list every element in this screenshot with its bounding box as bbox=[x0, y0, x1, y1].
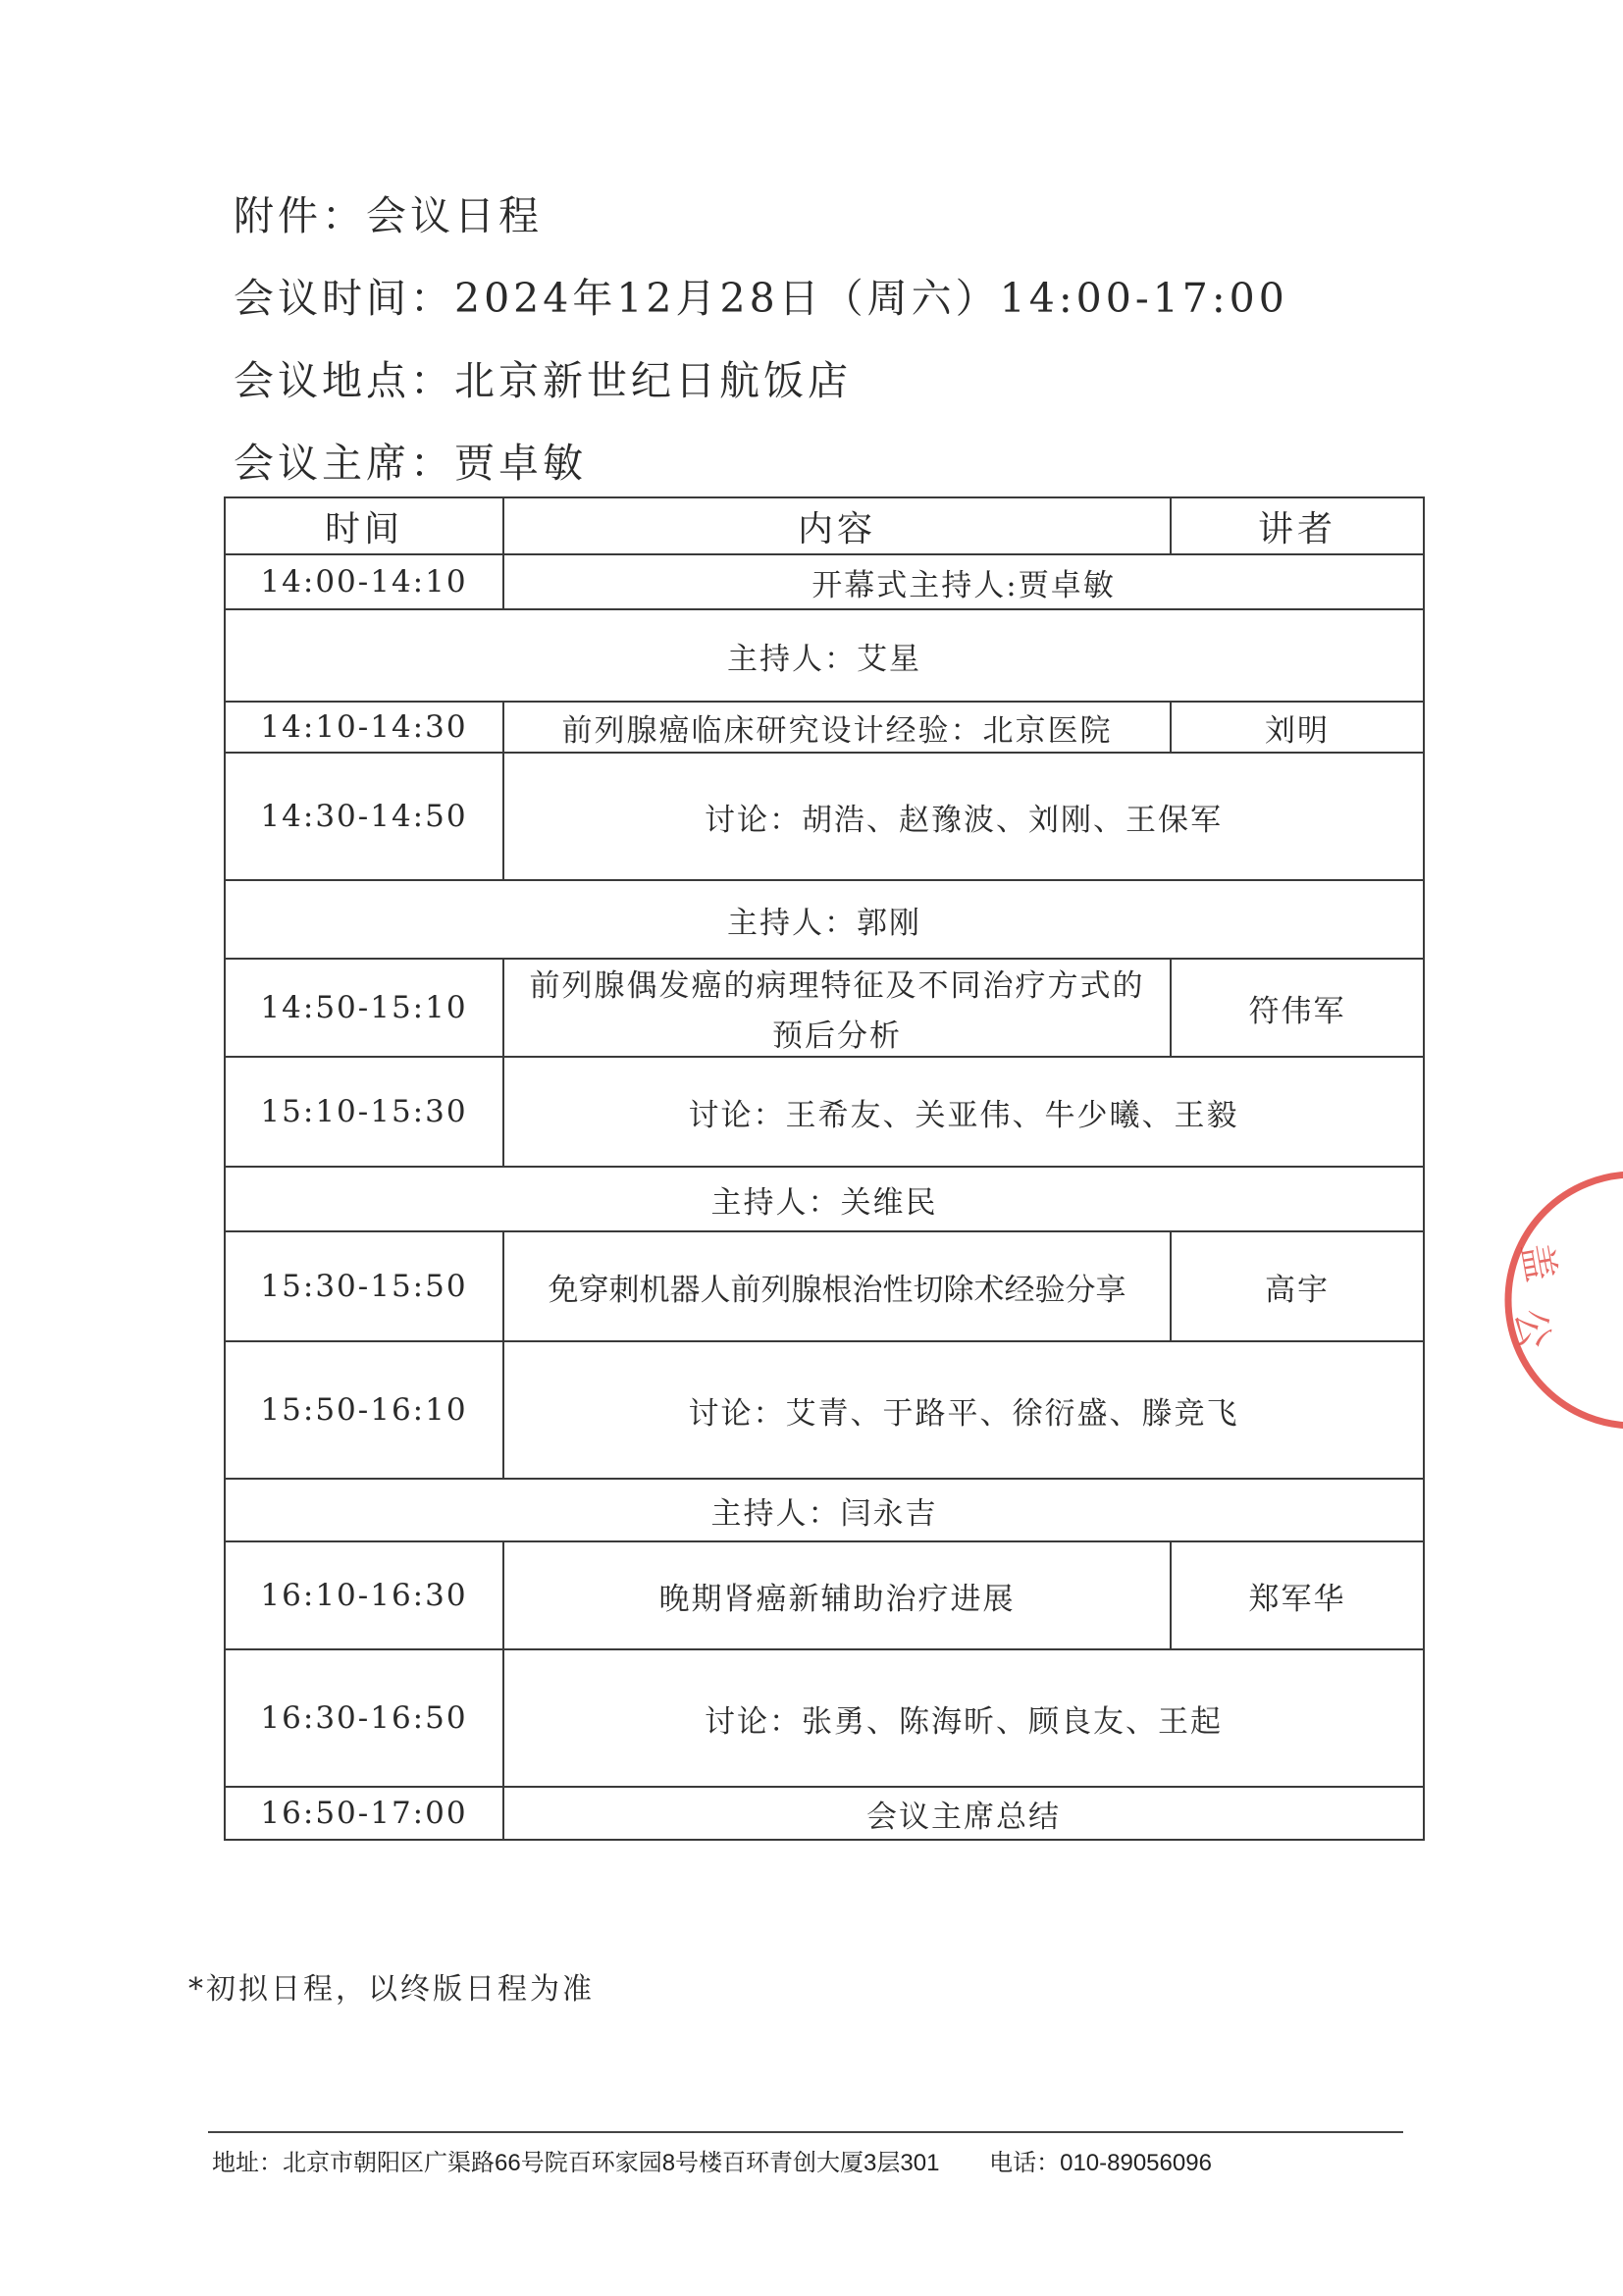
time-cell: 14:50-15:10 bbox=[225, 959, 503, 1057]
company-seal-stamp bbox=[1472, 1158, 1623, 1442]
table-row bbox=[225, 1231, 1424, 1341]
content-cell bbox=[503, 959, 1171, 1057]
discussion-row bbox=[225, 1057, 1424, 1167]
host-row bbox=[225, 880, 1424, 959]
footer bbox=[212, 2143, 1212, 2177]
table-row bbox=[225, 702, 1424, 753]
discussion-cell: 讨论：王希友、关亚伟、牛少曦、王毅 bbox=[503, 1057, 1424, 1167]
svg-text:公: 公 bbox=[1505, 1305, 1558, 1352]
table-row bbox=[225, 1787, 1424, 1840]
column-header-time: 时间 bbox=[225, 497, 503, 554]
content-cell: 免穿刺机器人前列腺根治性切除术经验分享 bbox=[503, 1231, 1171, 1341]
host-cell: 主持人：关维民 bbox=[225, 1167, 1424, 1231]
footer-address: 地址：北京市朝阳区广渠路66号院百环家园8号楼百环青创大厦3层301 bbox=[212, 2150, 940, 2176]
meeting-time: 会议时间：2024年12月28日（周六）14:00-17:00 bbox=[234, 275, 1288, 322]
seal-icon bbox=[1472, 1158, 1623, 1442]
speaker-cell: 郑军华 bbox=[1171, 1541, 1424, 1649]
time-cell: 15:10-15:30 bbox=[225, 1057, 503, 1167]
meeting-place: 会议地点：北京新世纪日航饭店 bbox=[234, 357, 852, 404]
table-row bbox=[225, 1541, 1424, 1649]
content-cell: 晚期肾癌新辅助治疗进展 bbox=[503, 1541, 1171, 1649]
content-cell: 开幕式主持人:贾卓敏 bbox=[503, 554, 1424, 609]
time-cell: 16:10-16:30 bbox=[225, 1541, 503, 1649]
footer-divider bbox=[208, 2131, 1403, 2133]
content-cell: 前列腺癌临床研究设计经验：北京医院 bbox=[503, 702, 1171, 753]
host-row bbox=[225, 1479, 1424, 1541]
schedule-table bbox=[224, 496, 1425, 1841]
svg-text:盖: 盖 bbox=[1511, 1238, 1564, 1285]
footer-phone: 电话：010-89056096 bbox=[989, 2150, 1212, 2176]
column-header-speaker: 讲者 bbox=[1171, 497, 1424, 554]
speaker-cell: 高宇 bbox=[1171, 1231, 1424, 1341]
discussion-row bbox=[225, 753, 1424, 880]
time-cell: 14:10-14:30 bbox=[225, 702, 503, 753]
footnote: *初拟日程，以终版日程为准 bbox=[188, 1972, 595, 2007]
time-cell: 14:00-14:10 bbox=[225, 554, 503, 609]
time-cell: 15:50-16:10 bbox=[225, 1341, 503, 1479]
table-row bbox=[225, 959, 1424, 1057]
content-cell: 会议主席总结 bbox=[503, 1787, 1424, 1840]
host-cell: 主持人：郭刚 bbox=[225, 880, 1424, 959]
discussion-cell: 讨论：胡浩、赵豫波、刘刚、王保军 bbox=[503, 753, 1424, 880]
table-header-row bbox=[225, 497, 1424, 554]
column-header-content: 内容 bbox=[503, 497, 1171, 554]
speaker-cell: 刘明 bbox=[1171, 702, 1424, 753]
host-cell: 主持人：艾星 bbox=[225, 609, 1424, 702]
discussion-row bbox=[225, 1649, 1424, 1787]
meeting-chair: 会议主席：贾卓敏 bbox=[234, 440, 587, 487]
host-row bbox=[225, 1167, 1424, 1231]
attachment-title: 附件：会议日程 bbox=[234, 192, 543, 239]
host-cell: 主持人：闫永吉 bbox=[225, 1479, 1424, 1541]
host-row bbox=[225, 609, 1424, 702]
discussion-cell: 讨论：艾青、于路平、徐衍盛、滕竞飞 bbox=[503, 1341, 1424, 1479]
discussion-row bbox=[225, 1341, 1424, 1479]
content-line: 预后分析 bbox=[772, 1018, 902, 1054]
time-cell: 16:30-16:50 bbox=[225, 1649, 503, 1787]
time-cell: 16:50-17:00 bbox=[225, 1787, 503, 1840]
time-cell: 14:30-14:50 bbox=[225, 753, 503, 880]
table-row bbox=[225, 554, 1424, 609]
time-cell: 15:30-15:50 bbox=[225, 1231, 503, 1341]
content-line: 前列腺偶发癌的病理特征及不同治疗方式的 bbox=[529, 968, 1145, 1004]
discussion-cell: 讨论：张勇、陈海昕、顾良友、王起 bbox=[503, 1649, 1424, 1787]
speaker-cell: 符伟军 bbox=[1171, 959, 1424, 1057]
